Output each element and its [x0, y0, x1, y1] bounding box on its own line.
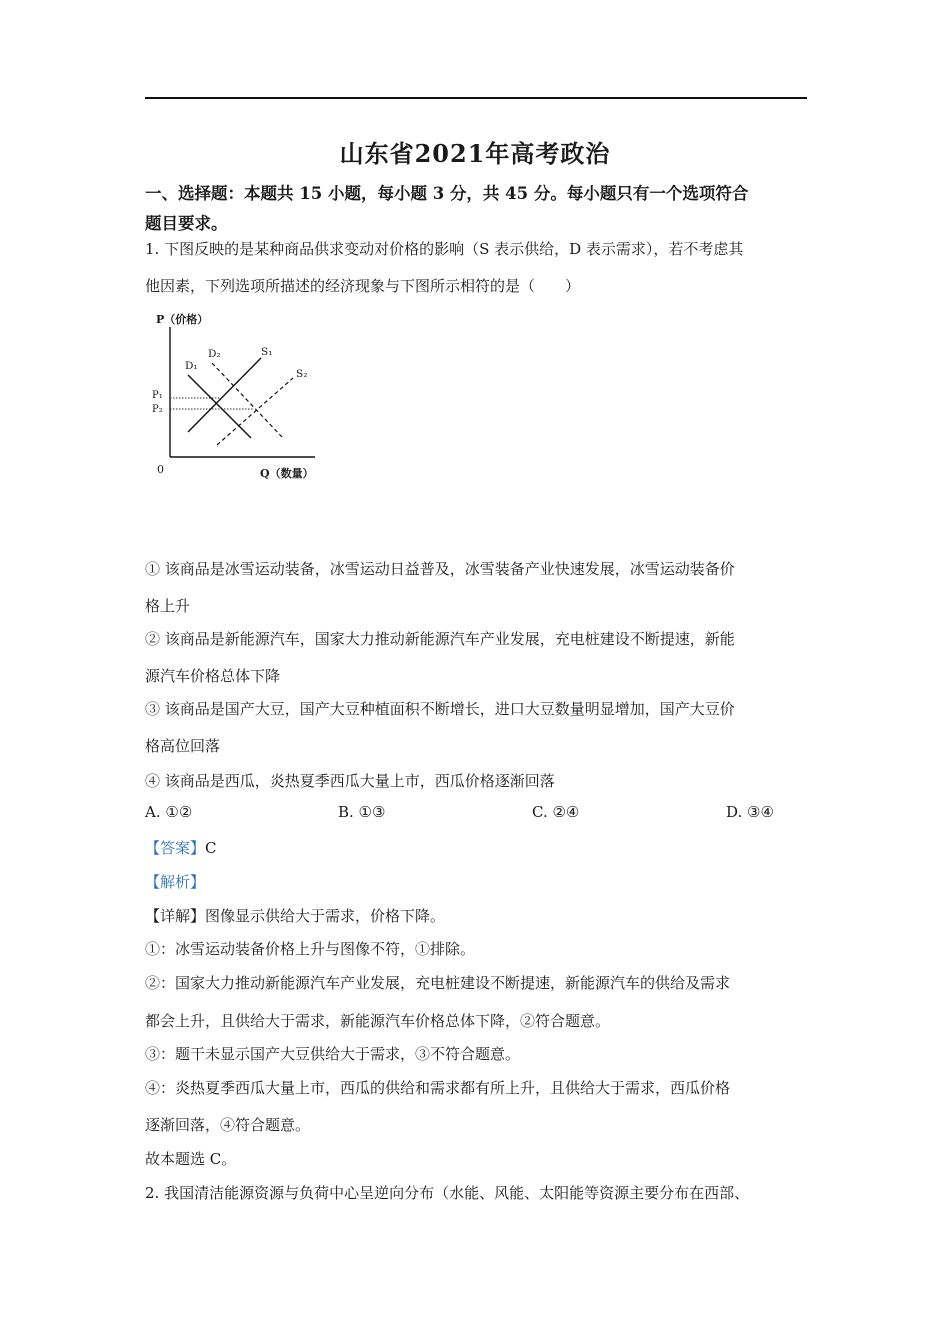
page-title: 山东省2021年高考政治 [339, 139, 611, 168]
x-axis-label: Q（数量） [260, 467, 314, 480]
analysis-line-4: ④：炎热夏季西瓜大量上市，西瓜的供给和需求都有所上升，且供给大于需求，西瓜价格 [145, 1079, 731, 1097]
q1-stem: 1. 下图反映的是某种商品供求变动对价格的影响（S 表示供给，D 表示需求），若不考虑其 [145, 240, 744, 258]
curve-s1 [188, 358, 261, 432]
p2-label: P₂ [152, 404, 163, 415]
analysis-line-4-cont: 逐渐回落，④符合题意。 [145, 1116, 311, 1134]
answer-value: C [205, 839, 217, 857]
q1-item-1-cont: 格上升 [145, 597, 191, 615]
detail-line [145, 905, 445, 926]
label-d2: D₂ [208, 348, 221, 360]
analysis-tag: 【解析】 [145, 873, 206, 891]
answer-tag: 【答案】 [145, 839, 206, 857]
analysis-line-2-cont: 都会上升，且供给大于需求，新能源汽车价格总体下降，②符合题意。 [145, 1012, 611, 1030]
curve-d1 [188, 375, 251, 438]
section-heading: 一、选择题：本题共 15 小题，每小题 3 分，共 45 分。每小题只有一个选项符合 [145, 184, 749, 203]
q2-stem: 2. 我国清洁能源资源与负荷中心呈逆向分布（水能、风能、太阳能等资源主要分布在西部、 [145, 1184, 750, 1202]
label-s2: S₂ [296, 368, 308, 380]
q1-item-3: ③ 该商品是国产大豆，国产大豆种植面积不断增长，进口大豆数量明显增加，国产大豆价 [145, 700, 735, 718]
q1-item-3-cont: 格高位回落 [145, 737, 221, 755]
section-heading-cont: 题目要求。 [145, 214, 228, 233]
option-b: B. ①③ [338, 803, 386, 821]
supply-demand-chart [145, 305, 345, 490]
analysis-line-2: ②：国家大力推动新能源汽车产业发展，充电桩建设不断提速，新能源汽车的供给及需求 [145, 974, 731, 992]
q1-item-2: ② 该商品是新能源汽车，国家大力推动新能源汽车产业发展，充电桩建设不断提速，新能 [145, 630, 735, 648]
p1-label: P₁ [152, 390, 163, 401]
q1-stem-cont: 他因素，下列选项所描述的经济现象与下图所示相符的是（ ） [145, 277, 581, 295]
origin-label: 0 [157, 463, 164, 476]
detail-text: 图像显示供给大于需求，价格下降。 [205, 907, 446, 925]
option-d: D. ③④ [726, 803, 774, 821]
answer-line [145, 837, 217, 858]
q1-item-1: ① 该商品是冰雪运动装备，冰雪运动日益普及，冰雪装备产业快速发展，冰雪运动装备价 [145, 560, 735, 578]
analysis-line-1: ①：冰雪运动装备价格上升与图像不符，①排除。 [145, 940, 476, 958]
q1-item-2-cont: 源汽车价格总体下降 [145, 667, 281, 685]
y-axis-label: P（价格） [156, 313, 209, 326]
conclusion-line: 故本题选 C。 [145, 1150, 237, 1168]
option-a: A. ①② [145, 803, 193, 821]
curve-s2 [217, 378, 293, 445]
header-rule [145, 97, 807, 99]
label-d1: D₁ [185, 360, 198, 372]
option-c: C. ②④ [532, 803, 580, 821]
detail-tag: 【详解】 [145, 907, 206, 925]
q1-item-4: ④ 该商品是西瓜，炎热夏季西瓜大量上市，西瓜价格逐渐回落 [145, 772, 555, 790]
label-s1: S₁ [261, 346, 273, 358]
curve-d2 [212, 363, 282, 437]
analysis-line-3: ③：题干未显示国产大豆供给大于需求，③不符合题意。 [145, 1045, 521, 1063]
